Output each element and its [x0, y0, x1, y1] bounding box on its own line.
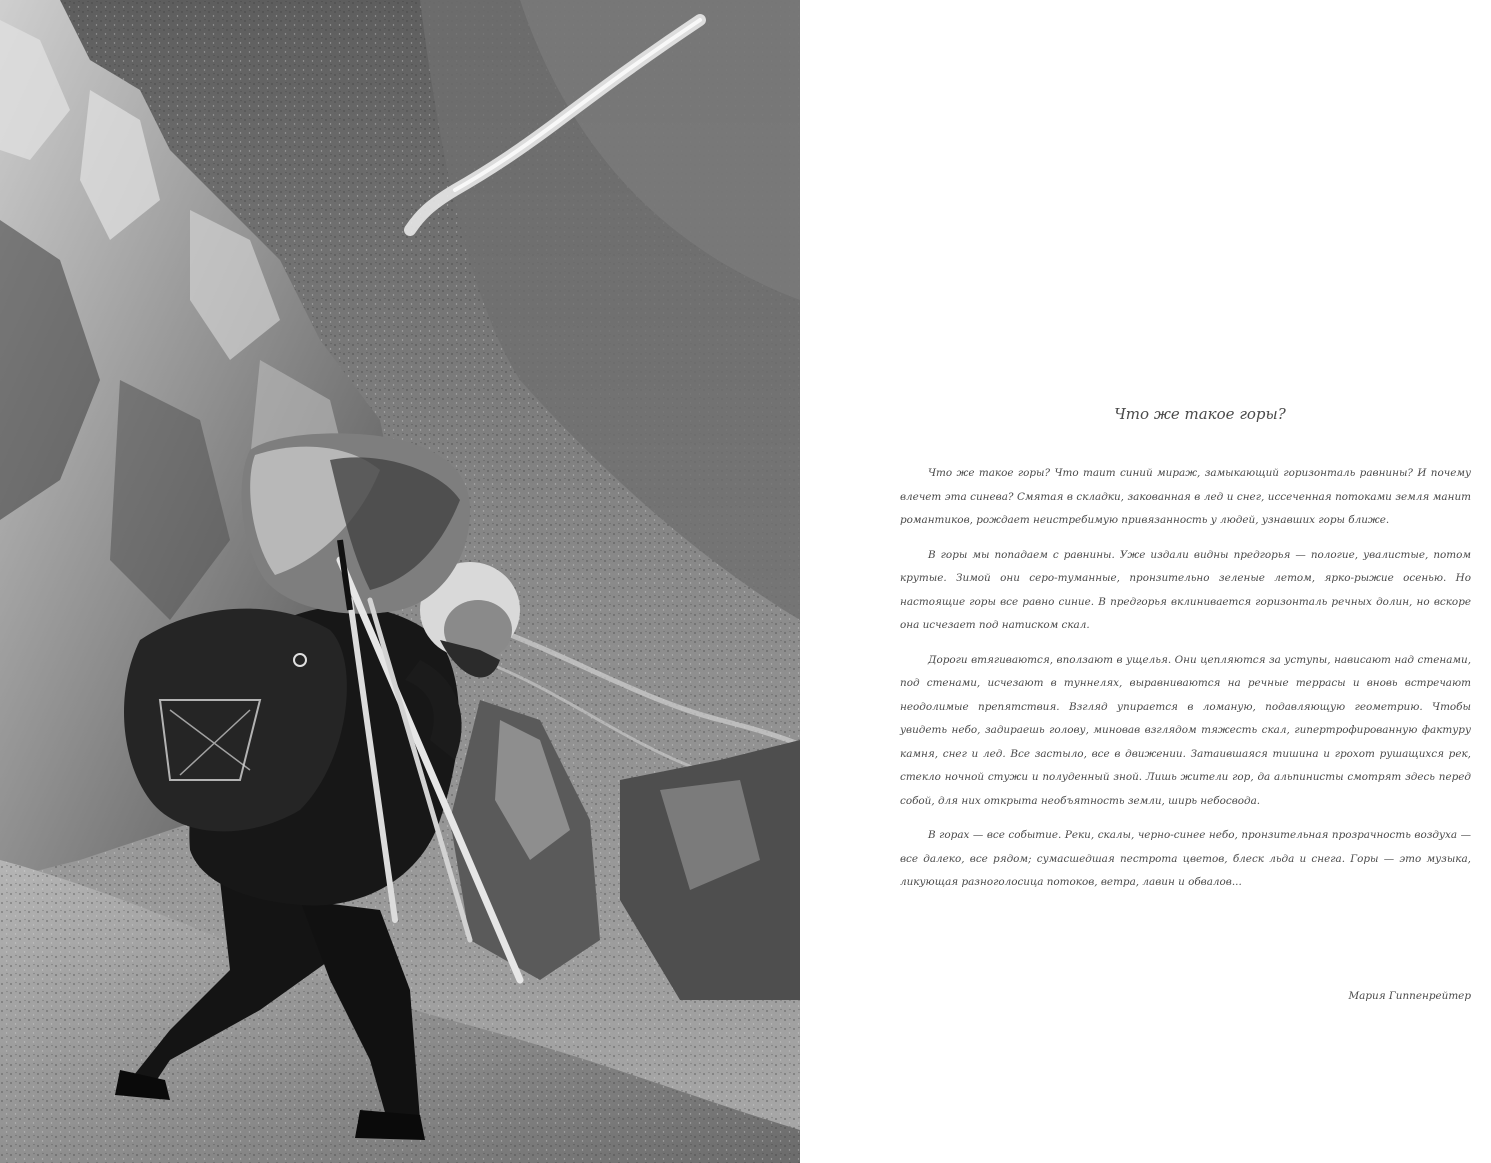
- text-page: [800, 0, 1491, 1163]
- author-signature: Мария Гиппенрейтер: [1348, 990, 1471, 1002]
- essay-title: Что же такое горы?: [1114, 405, 1286, 423]
- essay-body: [900, 462, 1471, 906]
- essay-paragraph: Дороги втягиваются, вползают в ущелья. Они цепляются за уступы, нависают над стенами, под стенами, исчезают в туннелях, выравниваются на речные террасы и вновь встречают неодолимые препятствия. Взгляд упирается в ломаную, подавляющую геометрию. Чтобы увидеть небо, задираешь голову, миновав взглядом тяжесть скал, гипертрофированную фактуру камня, снег и лед. Все застыло, все в движении. Затаившаяся тишина и грохот рушащихся рек, стекло ночной стужи и полуденный зной. Лишь жители гор, да альпинисты смотрят здесь перед собой, для них открыта необъятность земли, ширь небосвода.: [900, 653, 1471, 807]
- essay-paragraph: В горах — все событие. Реки, скалы, черно-синее небо, пронзительная прозрачность воздуха — все далеко, все рядом; сумасшедшая пестрота цветов, блеск льда и снега. Горы — это музыка, ликующая разноголосица потоков, ветра, лавин и обвалов...: [900, 829, 1471, 888]
- essay-paragraph: В горы мы попадаем с равнины. Уже издали видны предгорья — пологие, увалистые, потом крутые. Зимой они серо-туманные, пронзительно зеленые летом, ярко-рыжие осенью. Но настоящие горы все равно синие. В предгорья вклинивается горизонталь речных долин, но вскоре она исчезает под натиском скал.: [900, 548, 1471, 631]
- essay-paragraph: Что же такое горы? Что таит синий мираж, замыкающий горизонталь равнины? И почему влечет эта синева? Смятая в складки, закованная в лед и снег, иссеченная потоками земля манит романтиков, рождает неистребимую привязанность у людей, узнавших горы ближе.: [900, 467, 1471, 526]
